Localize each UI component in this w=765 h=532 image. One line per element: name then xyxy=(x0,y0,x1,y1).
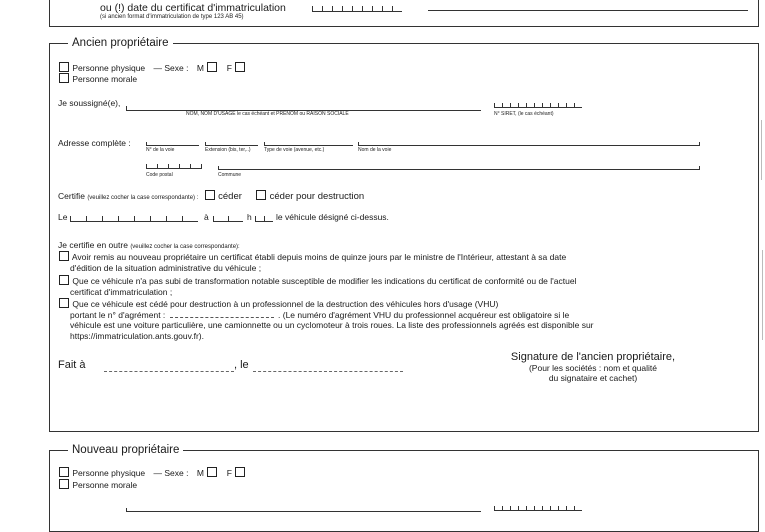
minute-comb[interactable] xyxy=(255,212,273,222)
sexe-label: — Sexe : xyxy=(153,63,189,73)
cert-item-3-line1: Que ce véhicule est cédé pour destruction à un professionnel de la destruction des véhicules hors d'usage (VHU) xyxy=(72,299,499,309)
date-comb[interactable] xyxy=(70,212,198,222)
ceder-destruction-checkbox[interactable] xyxy=(256,190,266,200)
scan-artifact-line xyxy=(761,120,762,180)
sexe-f-label: F xyxy=(226,63,232,73)
cert-item-2-line2: certificat d'immatriculation ; xyxy=(70,286,173,297)
signature-sub1: (Pour les sociétés : nom et qualité xyxy=(528,363,658,373)
agrement-field[interactable] xyxy=(170,317,274,318)
le-label: Le xyxy=(58,212,68,222)
cert-item-1-line2: d'édition de la situation administrative du véhicule ; xyxy=(70,262,262,273)
commune-field[interactable] xyxy=(218,166,700,170)
scan-artifact-line xyxy=(762,250,763,340)
nouveau-personne-morale-label: Personne morale xyxy=(72,480,138,490)
signature-date-field[interactable] xyxy=(253,371,403,372)
hint-voie: N° de la voie xyxy=(146,147,175,153)
personne-morale-row xyxy=(58,73,137,84)
cert-item-1 xyxy=(58,251,566,273)
personne-physique-label: Personne physique xyxy=(72,63,146,73)
fait-a-label: Fait à xyxy=(58,359,86,371)
cert-item-2-checkbox[interactable] xyxy=(59,275,69,285)
ancien-title: Ancien propriétaire xyxy=(68,37,173,49)
nouveau-personne-physique-checkbox[interactable] xyxy=(59,467,69,477)
soussigne-label: Je soussigné(e), xyxy=(58,98,121,108)
signature-sub2: du signataire et cachet) xyxy=(548,373,638,383)
personne-physique-row xyxy=(58,62,246,73)
cert-item-3-link[interactable]: https://immatriculation.ants.gouv.fr). xyxy=(70,330,205,341)
personne-morale-label: Personne morale xyxy=(72,74,138,84)
nom-voie-field[interactable] xyxy=(358,142,700,146)
ceder-destruction-label: céder pour destruction xyxy=(269,191,365,202)
sexe-m-label: M xyxy=(196,63,204,73)
cert-item-3-line3: véhicule est une voiture particulière, une camionnette ou un cyclomoteur à trois roues. La liste des professionnels agréés est disponible sur xyxy=(70,320,594,330)
ceder-label: céder xyxy=(218,191,242,202)
cert-item-2-line1: Que ce véhicule n'a pas subi de transformation notable susceptible de modifier les indications du certificat de conformité ou de l'actuel xyxy=(72,276,577,286)
siret-hint: N° SIRET, (le cas échéant) xyxy=(494,111,554,117)
fait-a-field[interactable] xyxy=(104,371,234,372)
certifie-outre-hint: (veuillez cocher la case correspondante): xyxy=(130,244,240,250)
nouveau-sexe-f-checkbox[interactable] xyxy=(235,467,245,477)
certifie-label: Certifie xyxy=(58,191,85,201)
ceder-checkbox[interactable] xyxy=(205,190,215,200)
format-hint: (si ancien format d'immatriculation de type 123 AB 45) xyxy=(100,14,244,20)
nouveau-nom-field[interactable] xyxy=(126,508,481,512)
hint-commune: Commune xyxy=(218,172,242,178)
siret-comb[interactable] xyxy=(494,99,582,108)
hint-nom-voie: Nom de la voie xyxy=(358,147,392,153)
cert-item-3 xyxy=(58,298,594,341)
cert-item-2 xyxy=(58,275,576,297)
certifie-outre-row xyxy=(58,240,240,250)
certificate-date-line[interactable] xyxy=(428,10,748,11)
hint-code-postal: Code postal xyxy=(146,172,173,178)
nouveau-title: Nouveau propriétaire xyxy=(68,444,183,456)
hint-extension: Extension (bis, ter,..) xyxy=(205,147,251,153)
nom-hint: NOM, NOM D'USAGE le cas échéant et PRÉNOM ou RAISON SOCIALE xyxy=(186,111,349,117)
sexe-f-checkbox[interactable] xyxy=(235,62,245,72)
cert-item-3-agrement-label: portant le n° d'agrément : xyxy=(70,309,166,320)
signature-title: Signature de l'ancien propriétaire, xyxy=(510,351,676,363)
certificate-date-comb[interactable] xyxy=(312,1,402,12)
numero-voie-field[interactable] xyxy=(146,142,199,146)
personne-physique-checkbox[interactable] xyxy=(59,62,69,72)
h-label: h xyxy=(247,212,252,222)
certificate-date-label: ou (!) date du certificat d'immatriculation xyxy=(100,2,286,14)
a-label: à xyxy=(204,212,209,222)
cert-item-3-line2: . (Le numéro d'agrément VHU du professionnel acquéreur est obligatoire si le xyxy=(278,309,570,320)
certifie-outre-label: Je certifie en outre xyxy=(58,240,128,250)
hint-type-voie: Type de voie (avenue, etc.) xyxy=(264,147,325,153)
nouveau-sexe-f-label: F xyxy=(226,468,232,478)
code-postal-comb[interactable] xyxy=(146,160,202,169)
nouveau-personne-physique-row xyxy=(58,467,246,478)
nouveau-personne-physique-label: Personne physique xyxy=(72,468,146,478)
nouveau-personne-morale-checkbox[interactable] xyxy=(59,479,69,489)
nouveau-sexe-label: — Sexe : xyxy=(153,468,189,478)
extension-field[interactable] xyxy=(205,142,258,146)
cert-item-1-line1: Avoir remis au nouveau propriétaire un certificat établi depuis moins de quinze jours par le ministre de l'Intérieur, attestant à sa date xyxy=(71,252,567,262)
certifie-row xyxy=(58,190,364,202)
cert-item-1-checkbox[interactable] xyxy=(59,251,69,261)
date-heure-row xyxy=(58,212,67,222)
nouveau-proprietaire-section xyxy=(49,450,759,532)
adresse-label: Adresse complète : xyxy=(58,138,131,148)
sexe-m-checkbox[interactable] xyxy=(207,62,217,72)
signature-block xyxy=(468,352,718,383)
nouveau-sexe-m-checkbox[interactable] xyxy=(207,467,217,477)
le-date-label: , le xyxy=(234,359,249,371)
nouveau-personne-morale-row xyxy=(58,479,137,490)
nouveau-sexe-m-label: M xyxy=(196,468,204,478)
certifie-hint: (veuillez cocher la case correspondante) : xyxy=(87,195,199,201)
cert-item-3-checkbox[interactable] xyxy=(59,298,69,308)
heure-comb[interactable] xyxy=(213,212,243,222)
personne-morale-checkbox[interactable] xyxy=(59,73,69,83)
vehicule-text: le véhicule désigné ci-dessus. xyxy=(276,212,389,222)
type-voie-field[interactable] xyxy=(264,142,353,146)
